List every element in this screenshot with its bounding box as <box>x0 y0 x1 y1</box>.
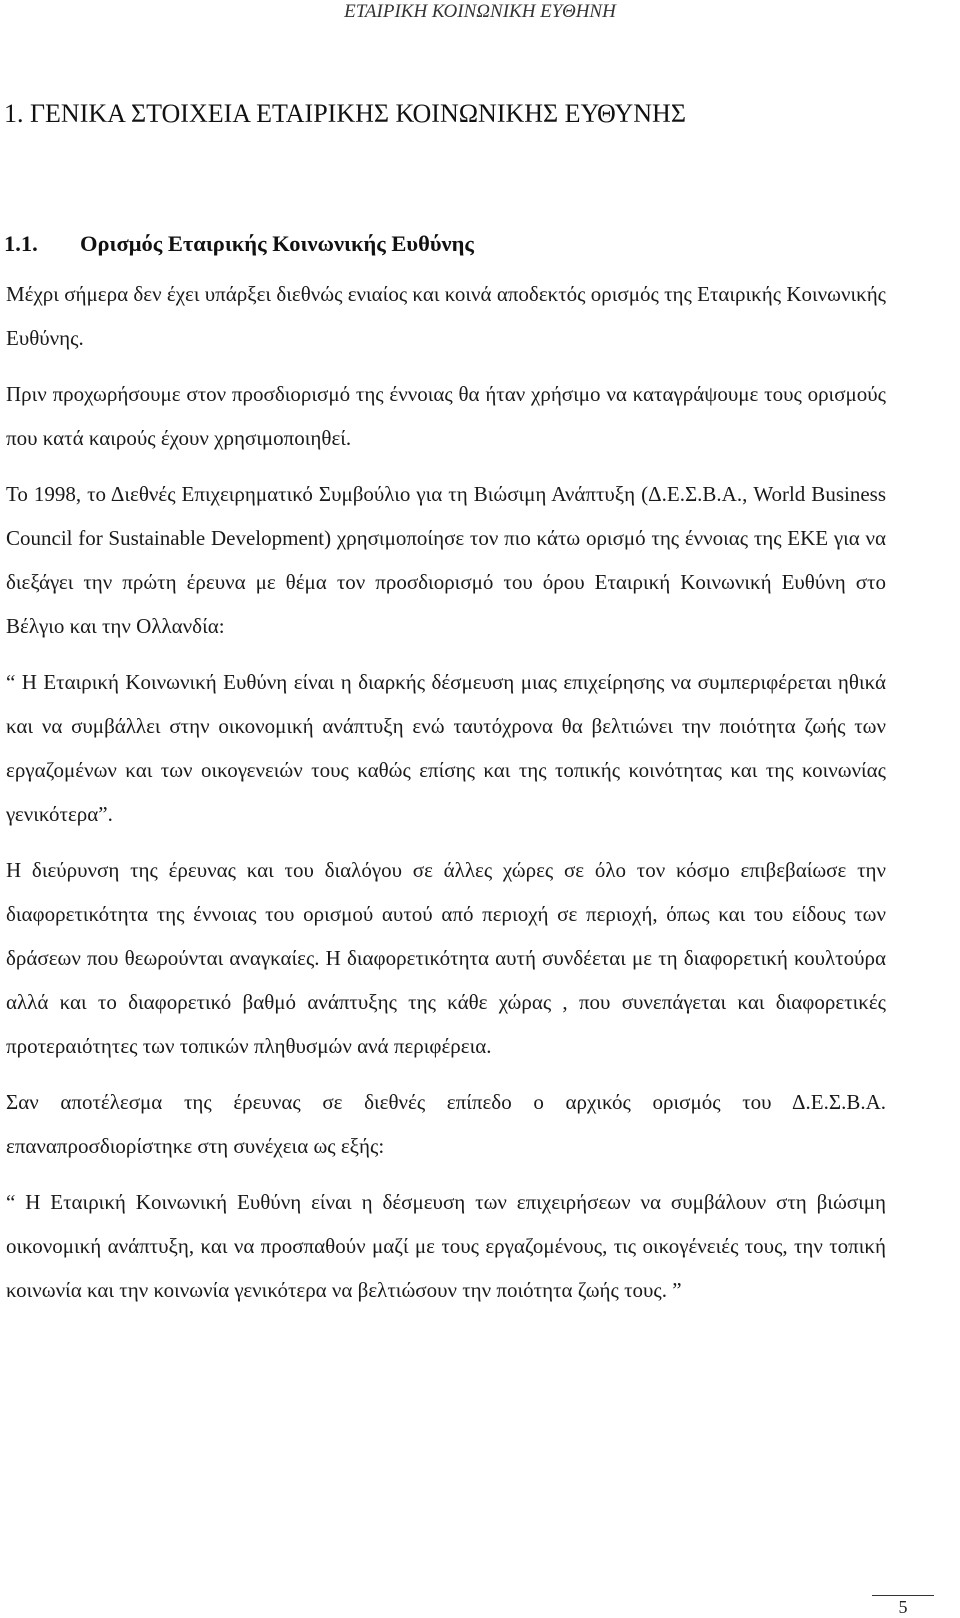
section-title <box>4 230 474 258</box>
paragraph-research-expansion: Η διεύρυνση της έρευνας και του διαλόγου σε άλλες χώρες σε όλο τον κόσμο επιβεβαίωσε την διαφορετικότητα της έννοιας του ορισμού αυτού από περιοχή σε περιοχή, όπως και του είδους των δράσεων που θεωρούνται αναγκαίες. Η διαφορετικότητα αυτή συνδέεται με τη διαφορετική κουλτούρα αλλά και το διαφορετικό βαθμό ανάπτυξης της κάθε χώρας , που συνεπάγεται και διαφορετικές προτεραιότητες των τοπικών πληθυσμών ανά περιφέρεια. <box>6 858 886 1058</box>
body-text <box>6 272 886 1312</box>
paragraph-intro: Μέχρι σήμερα δεν έχει υπάρξει διεθνώς ενιαίος και κοινά αποδεκτός ορισμός της Εταιρικής Κοινωνικής Ευθύνης. <box>6 282 886 350</box>
quote-first-definition: “ Η Εταιρική Κοινωνική Ευθύνη είναι η διαρκής δέσμευση μιας επιχείρησης να συμπεριφέρεται ηθικά και να συμβάλλει στην οικονομική ανάπτυξη ενώ ταυτόχρονα θα βελτιώνει την ποιότητα ζωής των εργαζομένων και των οικογενειών τους καθώς επίσης και της τοπικής κοινότητας και της κοινωνίας γενικότερα”. <box>6 670 886 826</box>
quote-revised-definition: “ Η Εταιρική Κοινωνική Ευθύνη είναι η δέσμευση των επιχειρήσεων να συμβάλουν στη βιώσιμη οικονομική ανάπτυξη, και να προσπαθούν μαζί με τους εργαζομένους, τις οικογένειές τους, την τοπική κοινωνία και την κοινωνία γενικότερα να βελτιώσουν την ποιότητα ζωής τους. ” <box>6 1190 886 1302</box>
page-number: 5 <box>898 1597 908 1617</box>
paragraph-wbcsd-1998: Το 1998, το Διεθνές Επιχειρηματικό Συμβούλιο για τη Βιώσιμη Ανάπτυξη (Δ.Ε.Σ.Β.Α., World Business Council for Sustainable Development) χρησιμοποίησε τον πιο κάτω ορισμό της έννοιας της ΕΚΕ για να διεξάγει την πρώτη έρευνα με θέμα τον προσδιορισμό του όρου Εταιρική Κοινωνική Ευθύνη στο Βέλγιο και την Ολλανδία: <box>6 482 886 638</box>
chapter-title: 1. ΓΕΝΙΚΑ ΣΤΟΙΧΕΙΑ ΕΤΑΙΡΙΚΗΣ ΚΟΙΝΩΝΙΚΗΣ ΕΥΘΥΝΗΣ <box>4 99 686 128</box>
section-number: 1.1. <box>4 231 38 256</box>
paragraph-before-definitions: Πριν προχωρήσουμε στον προσδιορισμό της έννοιας θα ήταν χρήσιμο να καταγράψουμε τους ορισμούς που κατά καιρούς έχουν χρησιμοποιηθεί. <box>6 382 886 450</box>
section-heading: Ορισμός Εταιρικής Κοινωνικής Ευθύνης <box>80 231 474 256</box>
running-header: ΕΤΑΙΡΙΚΗ ΚΟΙΝΩΝΙΚΗ ΕΥΘΗΝΗ <box>344 1 616 22</box>
paragraph-redefinition: Σαν αποτέλεσμα της έρευνας σε διεθνές επίπεδο ο αρχικός ορισμός του Δ.Ε.Σ.Β.Α. επαναπροσδιορίστηκε στη συνέχεια ως εξής: <box>6 1090 886 1158</box>
